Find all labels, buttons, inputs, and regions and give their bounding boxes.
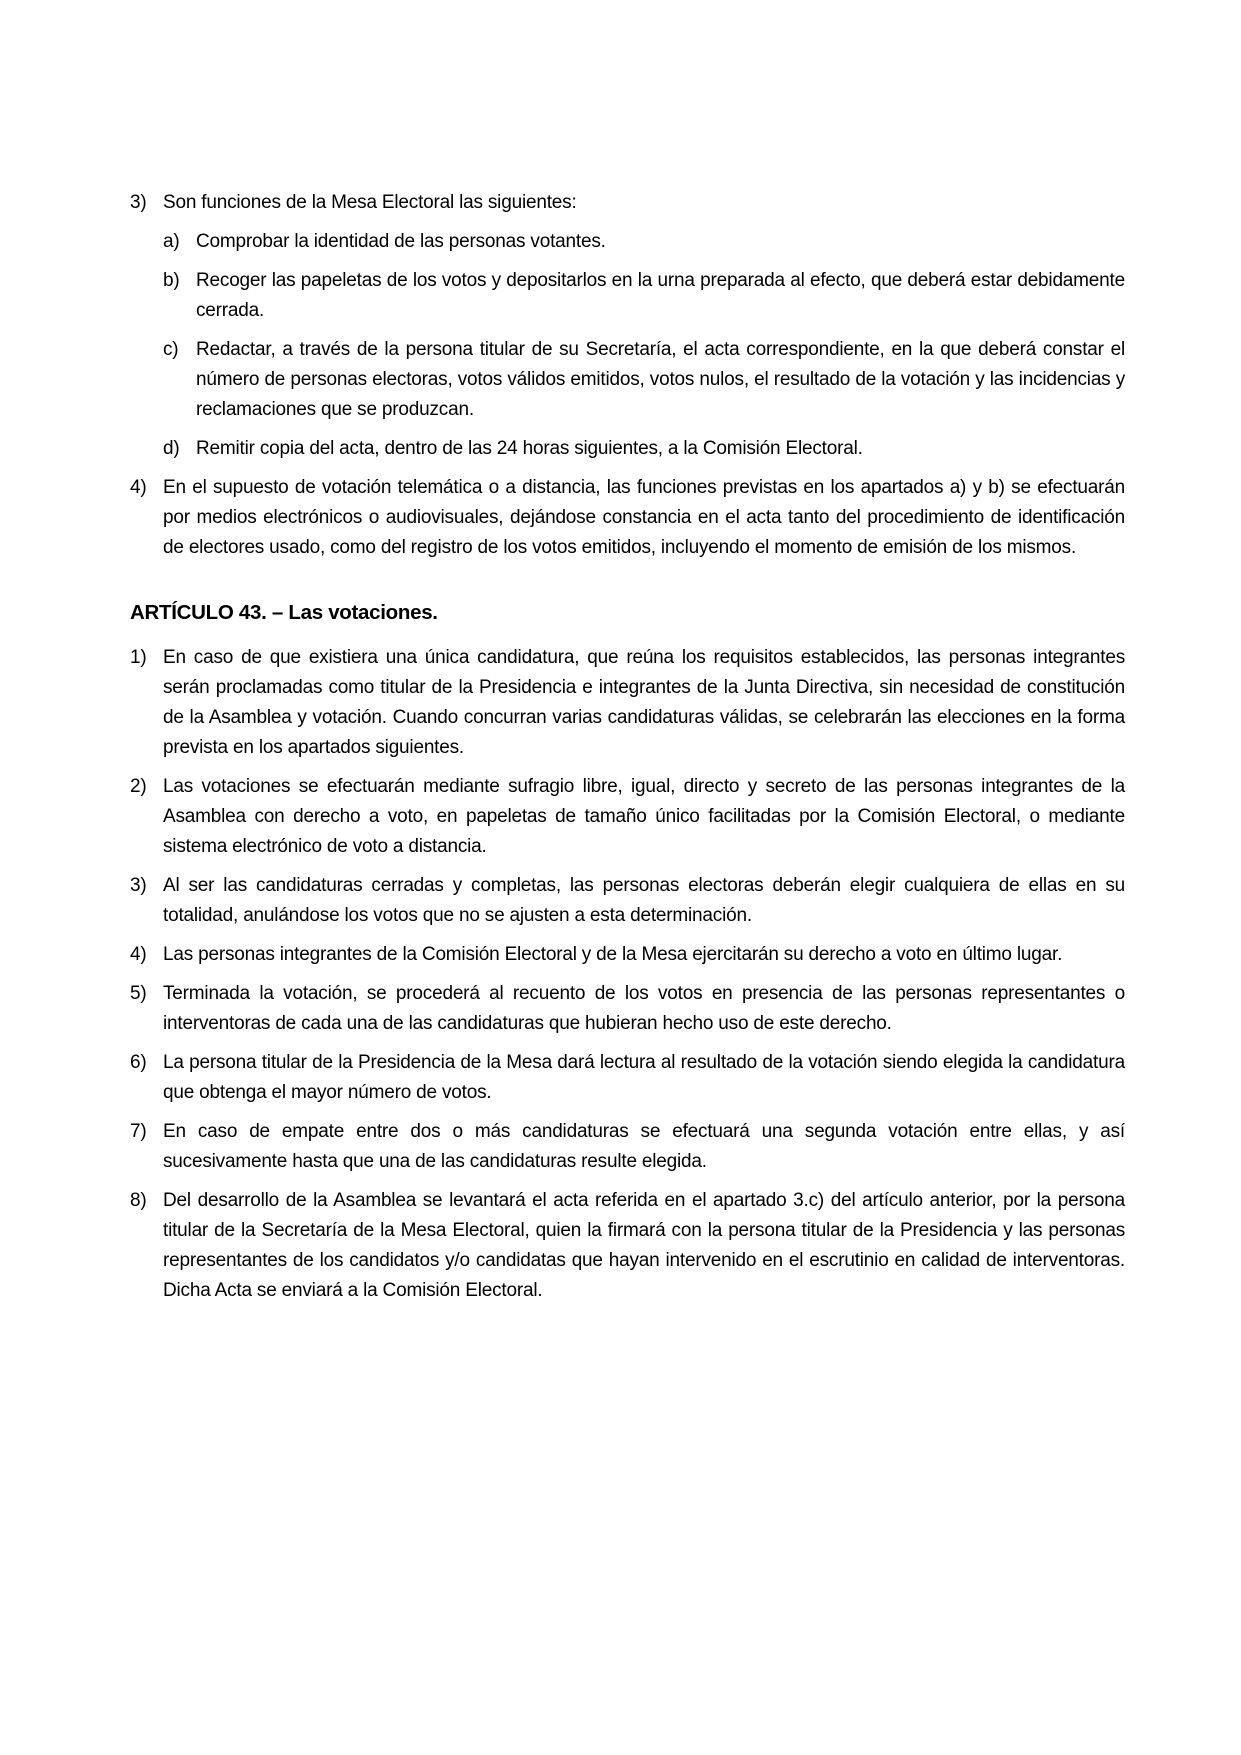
list-item-text: En el supuesto de votación telemática o a distancia, las funciones previstas en los apartados a) y b) se efectuarán por medios electrónicos o audiovisuales, dejándose constancia en el acta tanto del procedimiento de identificación de electores usado, como del registro de los votos emitidos, incluyendo el momento de emisión de los mismos. [163,477,1125,558]
list-item-text: Del desarrollo de la Asamblea se levantará el acta referida en el apartado 3.c) del artículo anterior, por la persona titular de la Secretaría de la Mesa Electoral, quien la firmará con la persona titular de la Presidencia y las personas representantes de los candidatos y/o candidatas que hayan intervenido en el escrutinio en calidad de interventoras. Dicha Acta se enviará a la Comisión Electoral. [163,1190,1125,1301]
article-42-list [130,188,1125,563]
list-item-marker: 6) [130,1052,147,1073]
list-item-3 [130,871,1125,931]
sublist-item-marker: c) [163,339,179,360]
list-item-4 [130,473,1125,563]
list-item-marker: 8) [130,1190,147,1211]
list-item-marker: 3) [130,192,147,213]
list-item-marker: 1) [130,647,147,668]
sublist-item-text: Recoger las papeletas de los votos y depositarlos en la urna preparada al efecto, que deberá estar debidamente cerrada. [196,270,1125,321]
sublist-item-text: Redactar, a través de la persona titular de su Secretaría, el acta correspondiente, en la que deberá constar el número de personas electoras, votos válidos emitidos, votos nulos, el resultado de la votación y las incidencias y reclamaciones que se produzcan. [196,339,1125,420]
list-item-text: Las votaciones se efectuarán mediante sufragio libre, igual, directo y secreto de las personas integrantes de la Asamblea con derecho a voto, en papeletas de tamaño único facilitadas por la Comisión Electoral, o mediante sistema electrónico de voto a distancia. [163,776,1125,857]
list-item-marker: 3) [130,875,147,896]
list-item-text: La persona titular de la Presidencia de la Mesa dará lectura al resultado de la votación siendo elegida la candidatura que obtenga el mayor número de votos. [163,1052,1125,1103]
sublist-item-a [163,227,1125,257]
article-42-sublist [163,227,1125,464]
sublist-item-marker: d) [163,438,180,459]
list-item-8 [130,1186,1125,1306]
list-item-marker: 7) [130,1121,147,1142]
list-item-text: Terminada la votación, se procederá al recuento de los votos en presencia de las personas representantes o interventoras de cada una de las candidaturas que hubieran hecho uso de este derecho. [163,983,1125,1034]
sublist-item-c [163,335,1125,425]
list-item-marker: 2) [130,776,147,797]
sublist-item-b [163,266,1125,326]
article-43-heading: ARTÍCULO 43. – Las votaciones. [130,601,438,624]
list-item-1 [130,643,1125,763]
sublist-item-text: Comprobar la identidad de las personas votantes. [196,231,606,252]
list-item-4 [130,940,1125,970]
list-item-2 [130,772,1125,862]
sublist-item-marker: b) [163,270,180,291]
list-item-text: En caso de empate entre dos o más candidaturas se efectuará una segunda votación entre ellas, y así sucesivamente hasta que una de las candidaturas resulte elegida. [163,1121,1125,1172]
sublist-item-d [163,434,1125,464]
list-item-text: Son funciones de la Mesa Electoral las siguientes: [163,192,577,213]
sublist-item-marker: a) [163,231,180,252]
list-item-marker: 4) [130,477,147,498]
list-item-marker: 4) [130,944,147,965]
list-item-6 [130,1048,1125,1108]
article-43-list [130,643,1125,1306]
list-item-text: En caso de que existiera una única candidatura, que reúna los requisitos establecidos, las personas integrantes serán proclamadas como titular de la Presidencia e integrantes de la Junta Directiva, sin necesidad de constitución de la Asamblea y votación. Cuando concurran varias candidaturas válidas, se celebrarán las elecciones en la forma prevista en los apartados siguientes. [163,647,1125,758]
list-item-marker: 5) [130,983,147,1004]
list-item-3 [130,188,1125,218]
sublist-item-text: Remitir copia del acta, dentro de las 24 horas siguientes, a la Comisión Electoral. [196,438,863,459]
list-item-7 [130,1117,1125,1177]
list-item-text: Al ser las candidaturas cerradas y completas, las personas electoras deberán elegir cualquiera de ellas en su totalidad, anulándose los votos que no se ajusten a esta determinación. [163,875,1125,926]
list-item-text: Las personas integrantes de la Comisión Electoral y de la Mesa ejercitarán su derecho a voto en último lugar. [163,944,1063,965]
list-item-5 [130,979,1125,1039]
